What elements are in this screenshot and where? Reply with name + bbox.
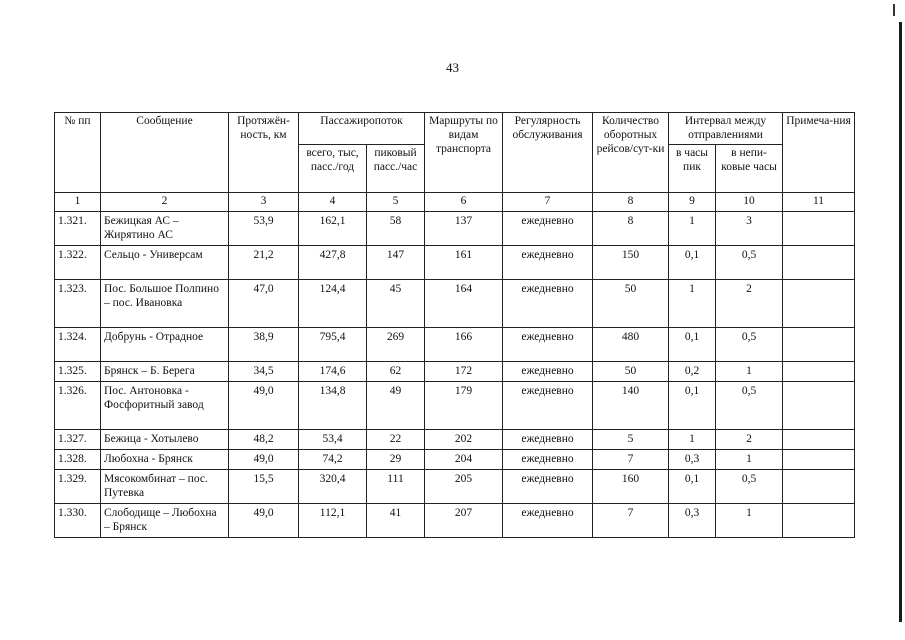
interval-peak: 0,1	[669, 382, 716, 430]
route-number: 161	[425, 246, 503, 280]
route-name: Добрунь - Отрадное	[101, 328, 229, 362]
notes	[783, 504, 855, 538]
column-number: 4	[299, 193, 367, 212]
interval-peak: 0,2	[669, 362, 716, 382]
header-flow-total: всего, тыс, пасс./год	[299, 145, 367, 193]
column-number: 10	[716, 193, 783, 212]
column-number: 11	[783, 193, 855, 212]
row-number: 1.322.	[55, 246, 101, 280]
page-edge-line	[899, 22, 902, 622]
interval-offpeak: 0,5	[716, 328, 783, 362]
interval-offpeak: 0,5	[716, 470, 783, 504]
interval-peak: 0,3	[669, 450, 716, 470]
notes	[783, 328, 855, 362]
interval-peak: 0,3	[669, 504, 716, 538]
flow-peak: 41	[367, 504, 425, 538]
route-length: 49,0	[229, 450, 299, 470]
route-number: 204	[425, 450, 503, 470]
route-length: 15,5	[229, 470, 299, 504]
route-length: 47,0	[229, 280, 299, 328]
flow-total: 124,4	[299, 280, 367, 328]
column-number: 5	[367, 193, 425, 212]
route-name: Бежица - Хотылево	[101, 430, 229, 450]
row-number: 1.325.	[55, 362, 101, 382]
route-length: 49,0	[229, 382, 299, 430]
table-row	[55, 504, 855, 538]
header-routes-by-type: Маршруты по видам транспорта	[425, 113, 503, 193]
row-number: 1.330.	[55, 504, 101, 538]
notes	[783, 212, 855, 246]
trips-count: 8	[593, 212, 669, 246]
regularity: ежедневно	[503, 246, 593, 280]
flow-peak: 22	[367, 430, 425, 450]
route-length: 38,9	[229, 328, 299, 362]
interval-offpeak: 0,5	[716, 382, 783, 430]
header-flow-peak: пиковый пасс./час	[367, 145, 425, 193]
route-number: 202	[425, 430, 503, 450]
notes	[783, 382, 855, 430]
column-number-row	[55, 193, 855, 212]
interval-peak: 1	[669, 430, 716, 450]
header-interval-offpeak: в непи-ковые часы	[716, 145, 783, 193]
flow-peak: 111	[367, 470, 425, 504]
trips-count: 50	[593, 280, 669, 328]
route-name: Мясокомбинат – пос. Путевка	[101, 470, 229, 504]
interval-offpeak: 2	[716, 430, 783, 450]
interval-peak: 0,1	[669, 470, 716, 504]
route-name: Любохна - Брянск	[101, 450, 229, 470]
flow-peak: 45	[367, 280, 425, 328]
regularity: ежедневно	[503, 382, 593, 430]
route-name: Брянск – Б. Берега	[101, 362, 229, 382]
regularity: ежедневно	[503, 328, 593, 362]
notes	[783, 280, 855, 328]
flow-total: 320,4	[299, 470, 367, 504]
row-number: 1.326.	[55, 382, 101, 430]
route-length: 34,5	[229, 362, 299, 382]
route-name: Пос. Большое Полпино – пос. Ивановка	[101, 280, 229, 328]
flow-total: 112,1	[299, 504, 367, 538]
route-name: Сельцо - Универсам	[101, 246, 229, 280]
notes	[783, 430, 855, 450]
notes	[783, 450, 855, 470]
row-number: 1.329.	[55, 470, 101, 504]
table-row	[55, 212, 855, 246]
flow-peak: 147	[367, 246, 425, 280]
flow-total: 174,6	[299, 362, 367, 382]
route-length: 53,9	[229, 212, 299, 246]
header-route: Сообщение	[101, 113, 229, 193]
regularity: ежедневно	[503, 470, 593, 504]
header-notes: Примеча-ния	[783, 113, 855, 193]
trips-count: 7	[593, 450, 669, 470]
header-interval: Интервал между отправлениями	[669, 113, 783, 145]
trips-count: 5	[593, 430, 669, 450]
flow-total: 53,4	[299, 430, 367, 450]
route-name: Бежицкая АС – Жирятино АС	[101, 212, 229, 246]
flow-total: 427,8	[299, 246, 367, 280]
header-length: Протяжён-ность, км	[229, 113, 299, 193]
table-row	[55, 382, 855, 430]
header-regularity: Регулярность обслуживания	[503, 113, 593, 193]
flow-peak: 49	[367, 382, 425, 430]
regularity: ежедневно	[503, 504, 593, 538]
notes	[783, 246, 855, 280]
page-number: 43	[446, 60, 459, 75]
row-number: 1.323.	[55, 280, 101, 328]
interval-peak: 1	[669, 212, 716, 246]
column-number: 1	[55, 193, 101, 212]
column-number: 2	[101, 193, 229, 212]
row-number: 1.327.	[55, 430, 101, 450]
table-body	[55, 212, 855, 538]
trips-count: 150	[593, 246, 669, 280]
trips-count: 480	[593, 328, 669, 362]
route-number: 166	[425, 328, 503, 362]
flow-total: 162,1	[299, 212, 367, 246]
route-number: 179	[425, 382, 503, 430]
header-passenger-flow: Пассажиропоток	[299, 113, 425, 145]
flow-peak: 269	[367, 328, 425, 362]
column-number: 3	[229, 193, 299, 212]
interval-offpeak: 0,5	[716, 246, 783, 280]
interval-offpeak: 2	[716, 280, 783, 328]
trips-count: 160	[593, 470, 669, 504]
column-number: 9	[669, 193, 716, 212]
column-number: 6	[425, 193, 503, 212]
interval-offpeak: 1	[716, 450, 783, 470]
column-number: 8	[593, 193, 669, 212]
table-row	[55, 328, 855, 362]
route-number: 137	[425, 212, 503, 246]
header-trips: Количество оборотных рейсов/сут-ки	[593, 113, 669, 193]
flow-total: 74,2	[299, 450, 367, 470]
regularity: ежедневно	[503, 450, 593, 470]
interval-offpeak: 3	[716, 212, 783, 246]
header-interval-peak: в часы пик	[669, 145, 716, 193]
interval-peak: 0,1	[669, 328, 716, 362]
regularity: ежедневно	[503, 280, 593, 328]
flow-total: 795,4	[299, 328, 367, 362]
header-num: № пп	[55, 113, 101, 193]
row-number: 1.321.	[55, 212, 101, 246]
row-number: 1.328.	[55, 450, 101, 470]
transport-routes-table	[54, 112, 855, 538]
regularity: ежедневно	[503, 212, 593, 246]
flow-peak: 58	[367, 212, 425, 246]
notes	[783, 362, 855, 382]
table-row	[55, 246, 855, 280]
table-row	[55, 470, 855, 504]
table-row	[55, 362, 855, 382]
table-row	[55, 430, 855, 450]
route-number: 172	[425, 362, 503, 382]
column-number: 7	[503, 193, 593, 212]
trips-count: 7	[593, 504, 669, 538]
trips-count: 50	[593, 362, 669, 382]
route-name: Слободище – Любохна – Брянск	[101, 504, 229, 538]
table-row	[55, 280, 855, 328]
route-number: 164	[425, 280, 503, 328]
interval-peak: 0,1	[669, 246, 716, 280]
interval-offpeak: 1	[716, 504, 783, 538]
route-number: 205	[425, 470, 503, 504]
regularity: ежедневно	[503, 362, 593, 382]
notes	[783, 470, 855, 504]
table-row	[55, 450, 855, 470]
route-number: 207	[425, 504, 503, 538]
row-number: 1.324.	[55, 328, 101, 362]
page-edge-tick	[893, 4, 895, 16]
flow-peak: 29	[367, 450, 425, 470]
flow-total: 134,8	[299, 382, 367, 430]
route-length: 21,2	[229, 246, 299, 280]
flow-peak: 62	[367, 362, 425, 382]
route-length: 48,2	[229, 430, 299, 450]
regularity: ежедневно	[503, 430, 593, 450]
route-name: Пос. Антоновка - Фосфоритный завод	[101, 382, 229, 430]
interval-peak: 1	[669, 280, 716, 328]
trips-count: 140	[593, 382, 669, 430]
interval-offpeak: 1	[716, 362, 783, 382]
route-length: 49,0	[229, 504, 299, 538]
